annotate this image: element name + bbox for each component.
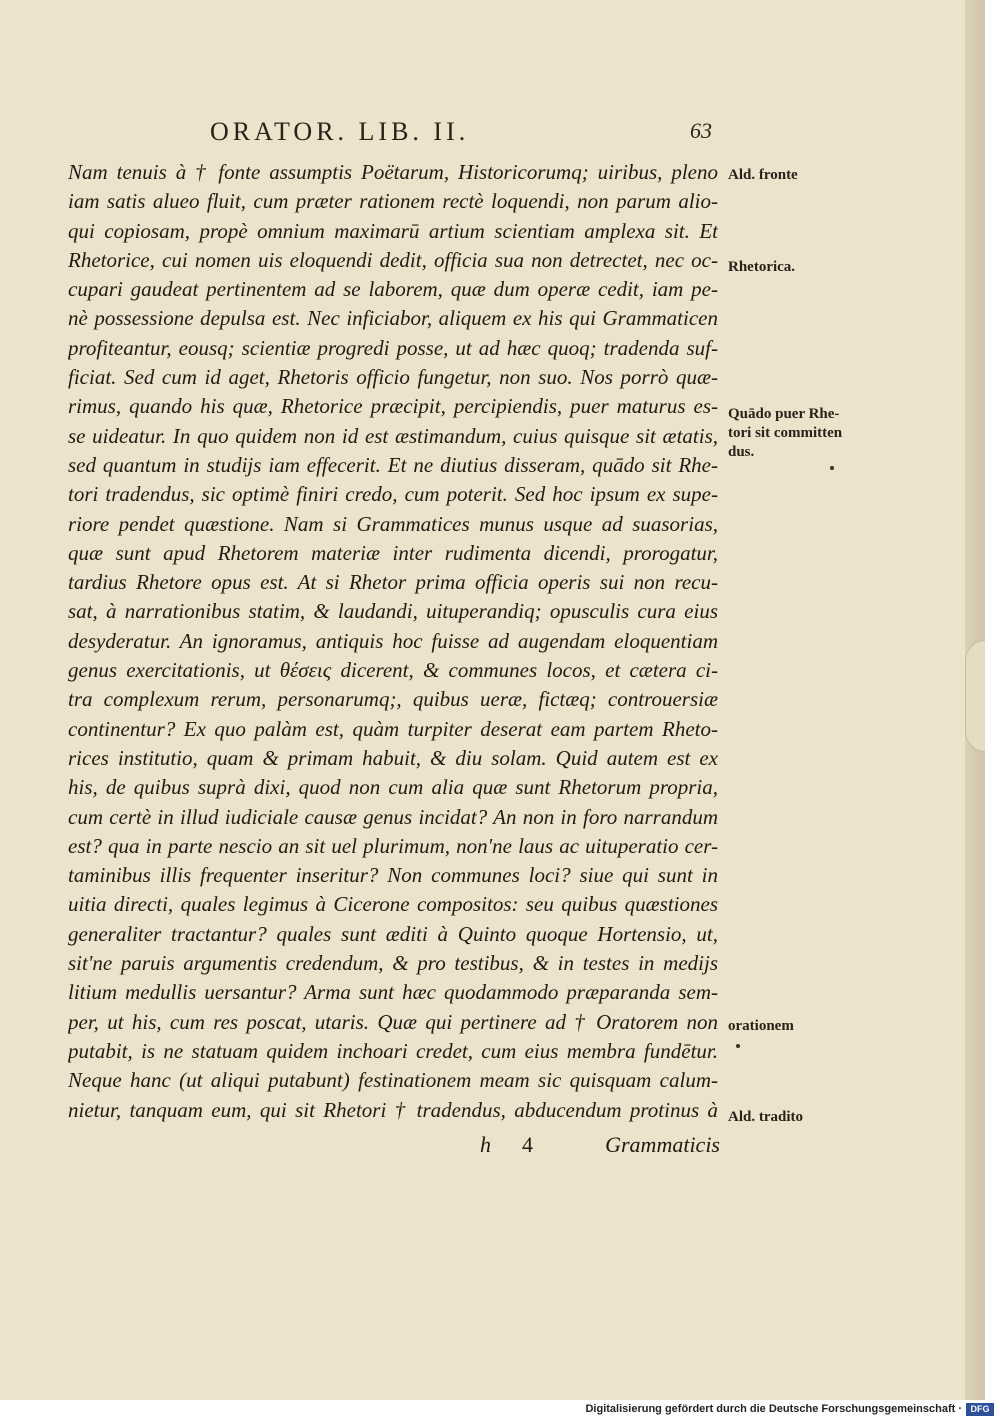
text-line: se uideatur. In quo quidem non id est æstimandum, cuius quisque sit ætatis, [68,423,718,448]
margin-note-ald-fronte: Ald. fronte [728,167,798,183]
text-line: qui copiosam, propè omnium maximarū artium scientiam amplexa sit. Et [68,218,718,243]
text-line: profiteantur, eousq; scientiæ progredi posse, ut ad hæc quoq; tradenda suf- [68,335,718,360]
text-line: sat, à narrationibus statim, & laudandi, uituperandiq; opusculis cura eius [68,599,718,624]
text-line: quæ sunt apud Rhetorem materiæ inter rudimenta dicendi, prorogatur, [68,540,718,565]
text-line: litium medullis uersantur? Arma sunt hæc quodammodo præparanda sem- [68,980,718,1005]
text-line: sed quantum in studijs iam effecerit. Et ne diutius disseram, quādo sit Rhe- [68,452,718,477]
text-line: uitia directi, quales legimus à Cicerone compositos: seu quibus quæstiones [68,892,718,917]
signature-mark: h [480,1132,491,1157]
margin-note-ald-tradito: Ald. tradito [728,1109,803,1125]
ink-speck [830,466,834,470]
text-line: his, de quibus suprà dixi, quod non cum alia quæ sunt Rhetorum propria, [68,775,718,800]
ink-speck [736,1044,740,1048]
text-line: tra complexum rerum, personarumq;, quibus ueræ, fictæq; controuersiæ [68,687,718,712]
folio-number: 63 [690,118,712,143]
text-line: cum certè in illud iudiciale causæ genus incidat? An non in foro narrandum [68,804,718,829]
text-line: cupari gaudeat pertinentem ad se laborem, quæ dum operæ cedit, iam pe- [68,277,718,302]
running-head: ORATOR. LIB. II. [210,117,470,146]
margin-note-quando-1: Quādo puer Rhe- [728,406,840,422]
text-line: riore pendet quæstione. Nam si Grammatices munus usque ad suasorias, [68,511,718,536]
text-line: continentur? Ex quo palàm est, quàm turpiter deserat eam partem Rheto- [68,716,718,741]
margin-note-orationem: orationem [728,1018,794,1034]
text-line: nè possessione depulsa est. Nec inficiabor, aliquem ex his qui Grammaticen [68,306,718,331]
text-line: per, ut his, cum res poscat, utaris. Quæ qui pertinere ad † Oratorem non [68,1009,718,1034]
text-line: rices institutio, quam & primam habuit, & diu solam. Quid autem est ex [68,745,718,770]
text-line: nietur, tanquam eum, qui sit Rhetori † tradendus, abducendum protinus à [68,1097,718,1122]
dfg-logo: DFG [966,1403,994,1416]
digitization-credit-bar [0,1400,1000,1420]
margin-note-rhetorica: Rhetorica. [728,259,796,275]
catchword: Grammaticis [605,1132,720,1157]
text-line: iam satis alueo fluit, cum præter rationem rectè loquendi, non parum alio- [68,189,718,214]
text-line: rimus, quando his quæ, Rhetorice præcipit, percipiendis, puer maturus es- [68,394,718,419]
margin-note-quando-2: tori sit committen [728,425,843,441]
text-line: Rhetorice, cui nomen uis eloquendi dedit, officia sua non detrectet, nec oc- [68,247,718,272]
text-line: taminibus illis frequenter inseritur? Non communes loci? siue qui sunt in [68,863,718,888]
text-line: desyderatur. An ignoramus, antiquis hoc fuisse ad augendam eloquentiam [68,628,718,653]
text-line: putabit, is ne statuam quidem inchoari credet, cum eius membra fundētur. [68,1038,718,1063]
text-line: Neque hanc (ut aliqui putabunt) festinationem meam sic quisquam calum- [68,1068,718,1093]
text-line: sit'ne paruis argumentis credendum, & pro testibus, & in testes in medijs [68,951,718,976]
text-line: ficiat. Sed cum id aget, Rhetoris officio fungetur, non suo. Nos porrò quæ- [68,365,718,390]
main-text [68,158,718,1125]
signature-number: 4 [522,1132,533,1157]
text-line: tardius Rhetore opus est. At si Rhetor prima officia operis sui non recu- [68,570,718,595]
text-line: generaliter tractantur? quales sunt æditi à Quinto quoque Hortensio, ut, [68,921,718,946]
text-line: Nam tenuis à † fonte assumptis Poëtarum, Historicorumq; uiribus, pleno [68,160,718,184]
margin-note-quando-3: dus. [728,444,755,460]
text-line: tori tradendus, sic optimè finiri credo, cum poterit. Sed hoc ipsum ex supe- [68,482,718,507]
text-line: est? qua in parte nescio an sit uel plurimum, non'ne laus ac uituperatio cer- [68,833,718,858]
text-line: genus exercitationis, ut θέσεις dicerent, & communes locos, et cætera ci- [68,658,718,683]
digitization-credit-text: Digitalisierung gefördert durch die Deutsche Forschungsgemeinschaft · [585,1403,962,1415]
page-tab [965,640,985,752]
